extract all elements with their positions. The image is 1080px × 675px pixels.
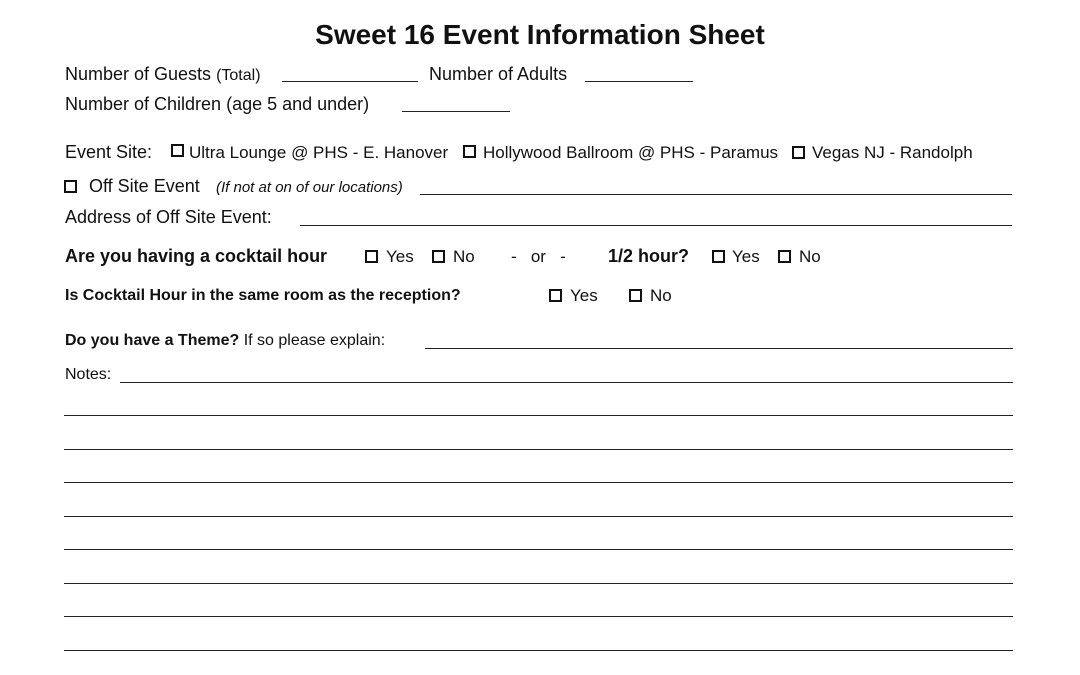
off-site-note: (If not at on of our locations) [216, 179, 403, 196]
notes-line[interactable] [64, 516, 1013, 517]
site-vegas-nj-checkbox[interactable] [792, 146, 805, 159]
half-hour-question: 1/2 hour? [608, 246, 690, 266]
notes-line[interactable] [64, 583, 1013, 584]
notes-line[interactable] [64, 415, 1013, 416]
adults-label: Number of Adults [429, 64, 568, 84]
adults-field[interactable] [585, 81, 693, 82]
same-room-question: Is Cocktail Hour in the same room as the reception? [65, 287, 461, 304]
site-hollywood-ballroom-label: Hollywood Ballroom @ PHS - Paramus [483, 143, 779, 162]
cocktail-hour-no-label: No [453, 247, 475, 266]
same-room-no-checkbox[interactable] [629, 289, 642, 302]
off-site-address-field[interactable] [300, 225, 1012, 226]
theme-field[interactable] [425, 348, 1013, 349]
guests-total-field[interactable] [282, 81, 418, 82]
notes-line[interactable] [120, 382, 1013, 383]
same-room-yes-checkbox[interactable] [549, 289, 562, 302]
off-site-address-label: Address of Off Site Event: [65, 207, 272, 227]
guests-total-suffix: (Total) [216, 67, 261, 84]
off-site-field[interactable] [420, 194, 1012, 195]
site-ultra-lounge-label: Ultra Lounge @ PHS - E. Hanover [189, 143, 449, 162]
theme-question: Do you have a Theme? [65, 332, 240, 349]
notes-line[interactable] [64, 482, 1013, 483]
notes-line[interactable] [64, 650, 1013, 651]
children-label: Number of Children (age 5 and under) [65, 94, 370, 114]
half-hour-yes-label: Yes [732, 247, 760, 266]
site-ultra-lounge-checkbox[interactable] [171, 144, 184, 157]
off-site-checkbox[interactable] [64, 180, 77, 193]
off-site-label: Off Site Event [89, 176, 200, 196]
notes-line[interactable] [64, 616, 1013, 617]
notes-line[interactable] [64, 549, 1013, 550]
same-room-no-label: No [650, 286, 672, 305]
theme-row [65, 332, 385, 350]
page-title: Sweet 16 Event Information Sheet [315, 19, 765, 50]
children-field[interactable] [402, 111, 510, 112]
site-vegas-nj-label: Vegas NJ - Randolph [812, 143, 973, 162]
site-hollywood-ballroom-checkbox[interactable] [463, 145, 476, 158]
theme-explain: If so please explain: [243, 332, 386, 349]
cocktail-hour-yes-label: Yes [386, 247, 414, 266]
half-hour-no-label: No [799, 247, 821, 266]
cocktail-hour-question: Are you having a cocktail hour [65, 246, 328, 266]
notes-label: Notes: [65, 366, 112, 383]
same-room-yes-label: Yes [570, 286, 598, 305]
guests-total-label-text: Number of Guests [65, 64, 212, 84]
half-hour-yes-checkbox[interactable] [712, 250, 725, 263]
cocktail-hour-no-checkbox[interactable] [432, 250, 445, 263]
event-site-label: Event Site: [65, 142, 153, 162]
or-separator: - or - [511, 247, 566, 266]
cocktail-hour-yes-checkbox[interactable] [365, 250, 378, 263]
half-hour-no-checkbox[interactable] [778, 250, 791, 263]
notes-line[interactable] [64, 449, 1013, 450]
guests-total-label [65, 64, 261, 85]
